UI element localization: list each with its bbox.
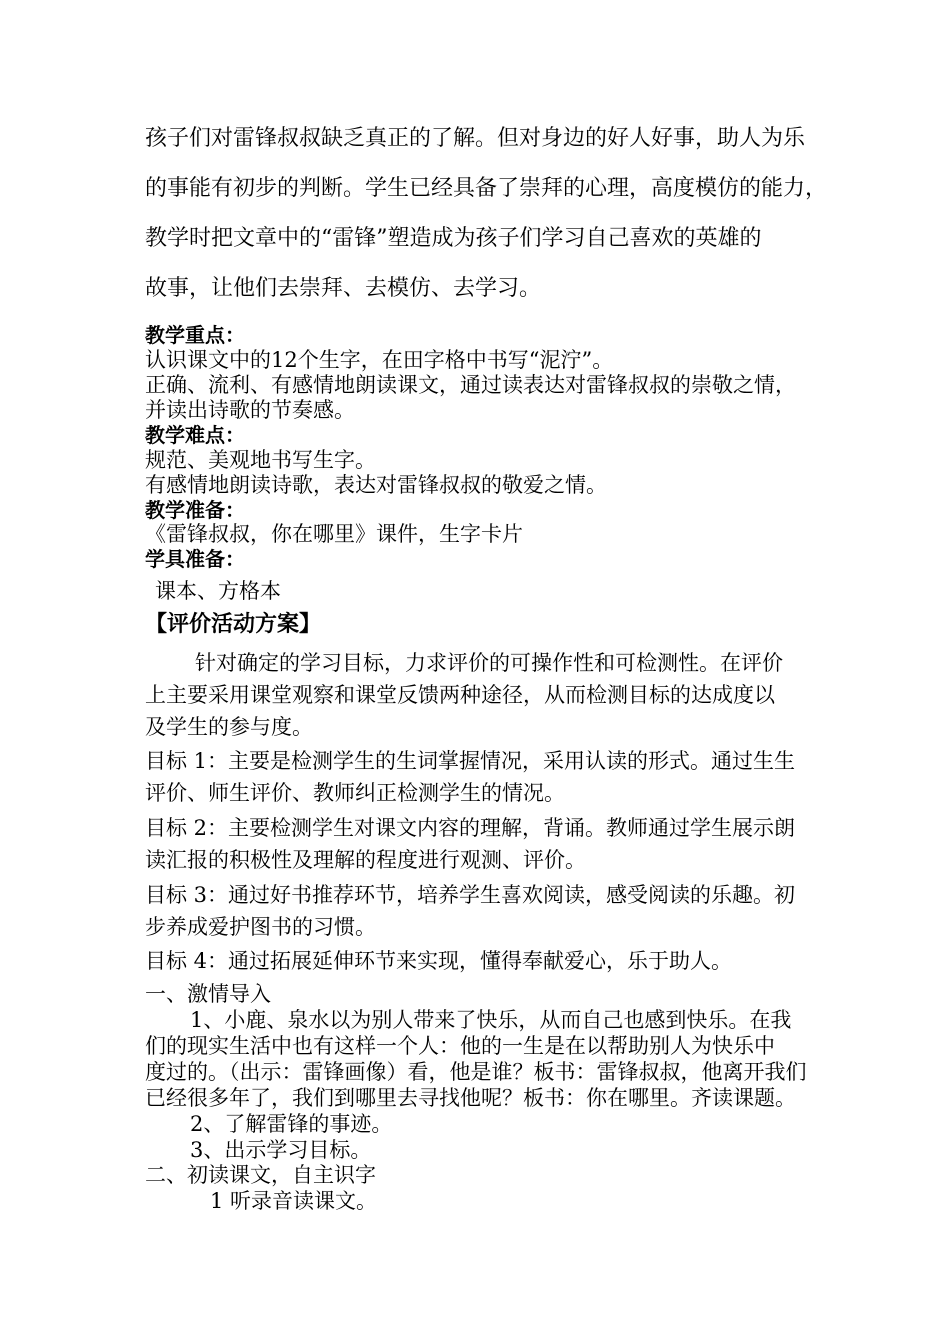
section2-line: 1 听录音读课文。 xyxy=(210,1189,378,1213)
evaluation-heading: 【评价活动方案】 xyxy=(145,612,322,637)
student-prep-text: 课本、方格本 xyxy=(155,579,281,603)
difficulty-item: 有感情地朗读诗歌，表达对雷锋叔叔的敬爱之情。 xyxy=(145,473,607,497)
preparation-heading: 教学准备： xyxy=(145,498,245,522)
section1-line: 们的现实生活中也有这样一个人：他的一生是在以帮助别人为快乐中 xyxy=(145,1034,775,1058)
evaluation-line: 评价、师生评价、教师纠正检测学生的情况。 xyxy=(145,781,565,805)
key-point-item: 认识课文中的12个生字，在田字格中书写“泥泞”。 xyxy=(145,348,614,372)
evaluation-line: 针对确定的学习目标，力求评价的可操作性和可检测性。在评价 xyxy=(195,651,783,675)
key-point-item: 并读出诗歌的节奏感。 xyxy=(145,398,355,422)
evaluation-line: 读汇报的积极性及理解的程度进行观测、评价。 xyxy=(145,848,586,872)
student-prep-heading: 学具准备： xyxy=(145,547,245,571)
intro-line: 教学时把文章中的“雷锋”塑造成为孩子们学习自己喜欢的英雄的 xyxy=(145,226,762,251)
section1-line: 已经很多年了，我们到哪里去寻找他呢？板书：你在哪里。齐读课题。 xyxy=(145,1086,796,1110)
evaluation-line: 目标 3：通过好书推荐环节，培养学生喜欢阅读，感受阅读的乐趣。初 xyxy=(145,883,796,907)
evaluation-line: 目标 4：通过拓展延伸环节来实现，懂得奉献爱心，乐于助人。 xyxy=(145,949,733,973)
difficulties-heading: 教学难点： xyxy=(145,423,245,447)
evaluation-line: 目标 2：主要检测学生对课文内容的理解，背诵。教师通过学生展示朗 xyxy=(145,816,796,840)
section1-line: 1、小鹿、泉水以为别人带来了快乐，从而自己也感到快乐。在我 xyxy=(190,1008,792,1032)
key-points-heading: 教学重点： xyxy=(145,323,245,347)
evaluation-line: 上主要采用课堂观察和课堂反馈两种途径，从而检测目标的达成度以 xyxy=(145,683,775,707)
section2-title: 二、初读课文，自主识字 xyxy=(145,1163,376,1187)
intro-line: 故事，让他们去崇拜、去模仿、去学习。 xyxy=(145,276,542,301)
section1-line: 度过的。（出示：雷锋画像）看，他是谁？板书：雷锋叔叔，他离开我们 xyxy=(145,1060,807,1084)
section1-title: 一、激情导入 xyxy=(145,982,271,1006)
section1-line: 3、出示学习目标。 xyxy=(190,1138,372,1162)
preparation-text: 《雷锋叔叔，你在哪里》课件，生字卡片 xyxy=(145,522,523,546)
evaluation-line: 及学生的参与度。 xyxy=(145,715,313,739)
key-point-item: 正确、流利、有感情地朗读课文，通过读表达对雷锋叔叔的崇敬之情， xyxy=(145,373,796,397)
section1-line: 2、了解雷锋的事迹。 xyxy=(190,1112,393,1136)
evaluation-line: 步养成爱护图书的习惯。 xyxy=(145,915,376,939)
intro-line: 孩子们对雷锋叔叔缺乏真正的了解。但对身边的好人好事，助人为乐 xyxy=(145,126,806,151)
intro-line: 的事能有初步的判断。学生已经具备了崇拜的心理，高度模仿的能力， xyxy=(145,176,828,201)
evaluation-line: 目标 1：主要是检测学生的生词掌握情况，采用认读的形式。通过生生 xyxy=(145,749,796,773)
difficulty-item: 规范、美观地书写生字。 xyxy=(145,448,376,472)
